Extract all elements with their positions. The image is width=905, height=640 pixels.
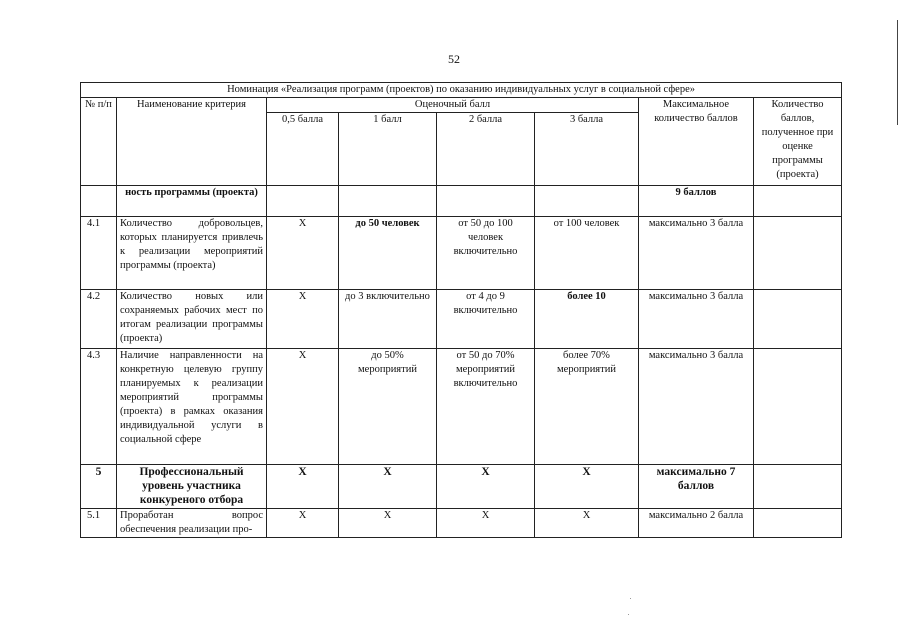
criteria-table [80,82,842,538]
row-score: более 10 [535,290,639,349]
row-criterion: Количество добровольцев, которых планируется привлечь к реализации мероприятий программы (проекта) [117,217,267,290]
row-score: Х [267,349,339,465]
scan-speck [628,614,629,615]
row-score: Х [535,465,639,509]
table-row [81,465,842,509]
row-score: до 50 человек [339,217,437,290]
row-num: 4.1 [81,217,117,290]
row-criterion: ность программы (проекта) [117,186,267,217]
row-score: от 50 до 100 человек включительно [437,217,535,290]
table-row [81,290,842,349]
row-score: от 4 до 9 включительно [437,290,535,349]
row-max: максимально 3 балла [639,290,754,349]
row-max: 9 баллов [639,186,754,217]
row-score: Х [437,509,535,538]
row-max: максимально 3 балла [639,349,754,465]
row-received [754,465,842,509]
table-row [81,509,842,538]
row-score [339,186,437,217]
row-num: 4.2 [81,290,117,349]
row-num [81,186,117,217]
row-score: до 3 включительно [339,290,437,349]
row-received [754,217,842,290]
row-num: 5 [81,465,117,509]
row-score: Х [437,465,535,509]
scan-speck [630,598,631,599]
row-score: Х [267,217,339,290]
row-score: Х [267,509,339,538]
row-score [437,186,535,217]
header-score-1: 1 балл [339,113,437,186]
header-score-2: 2 балла [437,113,535,186]
row-score: Х [267,465,339,509]
row-score: до 50% мероприятий [339,349,437,465]
page-number: 52 [448,52,460,66]
row-max: максимально 2 балла [639,509,754,538]
row-received [754,186,842,217]
scan-edge-line [897,20,898,125]
header-num: № п/п [81,98,117,186]
row-received [754,290,842,349]
row-score: от 100 человек [535,217,639,290]
row-num: 4.3 [81,349,117,465]
table-row [81,186,842,217]
row-score [267,186,339,217]
row-score: от 50 до 70% мероприятий включительно [437,349,535,465]
row-criterion: Профессиональный уровень участника конкуреного отбора [117,465,267,509]
nomination-title: Номинация «Реализация программ (проектов) по оказанию индивидуальных услуг в социальной сфере» [81,83,842,98]
row-criterion: Проработан вопрос обеспечения реализации про- [117,509,267,538]
row-score: Х [339,465,437,509]
header-score-0-5: 0,5 балла [267,113,339,186]
row-max: максимально 7 баллов [639,465,754,509]
row-num: 5.1 [81,509,117,538]
header-score-3: 3 балла [535,113,639,186]
table-row [81,217,842,290]
row-received [754,349,842,465]
header-max: Максимальное количество баллов [639,98,754,186]
row-score: Х [267,290,339,349]
header-received: Количество баллов, полученное при оценке программы (проекта) [754,98,842,186]
row-max: максимально 3 балла [639,217,754,290]
row-received [754,509,842,538]
header-criterion: Наименование критерия [117,98,267,186]
table-row [81,349,842,465]
row-criterion: Количество новых или сохраняемых рабочих мест по итогам реализации программы (проекта) [117,290,267,349]
row-score [535,186,639,217]
row-criterion: Наличие направленности на конкретную целевую группу планируемых к реализации мероприятий программы (проекта) в рамках оказания индивидуальной услуги в социальной сфере [117,349,267,465]
row-score: Х [535,509,639,538]
row-score: Х [339,509,437,538]
header-score-group: Оценочный балл [267,98,639,113]
row-score: более 70% мероприятий [535,349,639,465]
